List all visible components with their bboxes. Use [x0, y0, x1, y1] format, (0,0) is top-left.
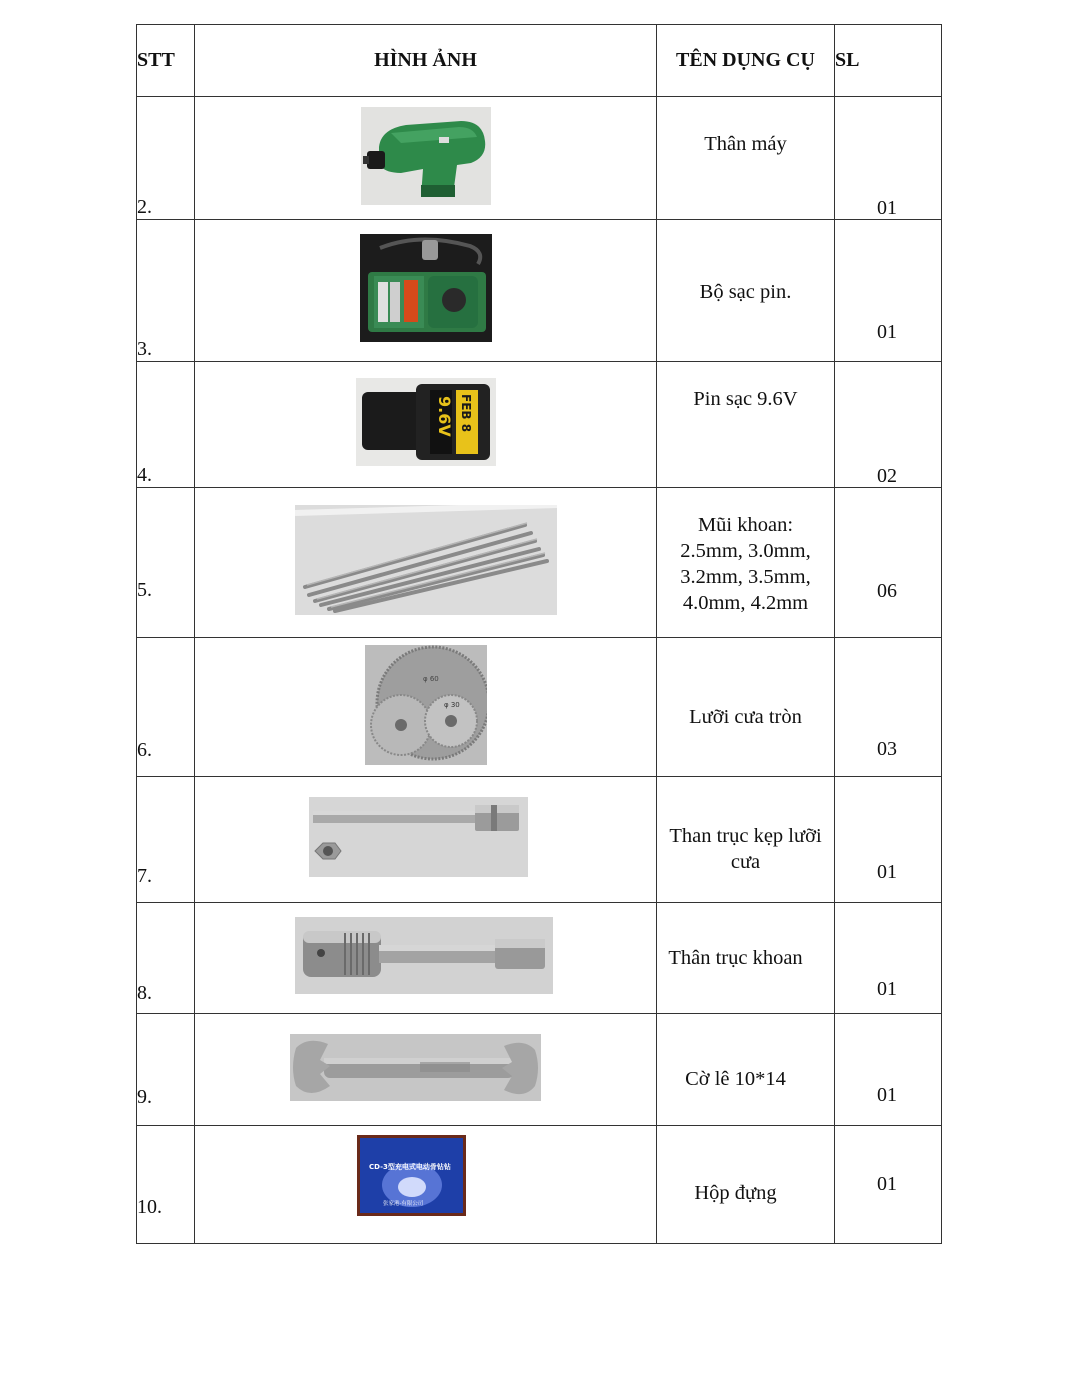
- table-row: [137, 220, 942, 362]
- header-qty: SL: [835, 25, 942, 97]
- tool-name-cell: [657, 777, 835, 903]
- tool-name: Bộ sạc pin.: [699, 281, 792, 303]
- circular-saw-blades-photo: [365, 645, 487, 765]
- tool-name-cell: [657, 488, 835, 638]
- saw-arbor-shaft-photo: [309, 797, 528, 877]
- header-name: TÊN DỤNG CỤ: [657, 25, 835, 97]
- image-cell: [195, 97, 657, 220]
- image-cell: [195, 1014, 657, 1126]
- qty-value: 06: [877, 580, 897, 602]
- wrench-photo: [290, 1034, 541, 1101]
- header-row: [137, 25, 942, 97]
- tool-name: Hộp đựng: [694, 1182, 777, 1204]
- table-row: [137, 777, 942, 903]
- qty-cell: [835, 488, 942, 638]
- header-image: HÌNH ẢNH: [195, 25, 657, 97]
- image-cell: [195, 903, 657, 1014]
- tools-table: [136, 24, 942, 1244]
- qty-value: 02: [877, 465, 897, 487]
- row-number: 6.: [137, 638, 195, 777]
- image-cell: [195, 220, 657, 362]
- tool-name: Thân trục khoan: [668, 947, 803, 969]
- blade-size-text: φ 60: [422, 674, 439, 683]
- row-number: 9.: [137, 1014, 195, 1126]
- tool-name: Thân máy: [704, 133, 787, 155]
- row-number: 3.: [137, 220, 195, 362]
- qty-cell: [835, 777, 942, 903]
- row-number: 8.: [137, 903, 195, 1014]
- row-number: 4.: [137, 362, 195, 488]
- table-row: [137, 638, 942, 777]
- qty-value: 03: [877, 738, 897, 760]
- qty-cell: [835, 220, 942, 362]
- blade-size-text: φ 30: [443, 700, 460, 709]
- image-cell: [195, 638, 657, 777]
- qty-cell: [835, 638, 942, 777]
- qty-value: 01: [877, 861, 897, 883]
- row-number: 7.: [137, 777, 195, 903]
- image-cell: [195, 488, 657, 638]
- table-row: [137, 1126, 942, 1244]
- table-row: [137, 362, 942, 488]
- tool-name-cell: [657, 362, 835, 488]
- row-number: 2.: [137, 97, 195, 220]
- case-title-text: CD-3型充电式电动骨钻钻: [369, 1163, 451, 1171]
- tool-name-line: Than trục kẹp lưỡi: [669, 825, 822, 847]
- tool-name-line: 4.0mm, 4.2mm: [682, 592, 809, 614]
- qty-cell: [835, 97, 942, 220]
- tool-name-cell: [657, 903, 835, 1014]
- drill-bits-photo: [295, 505, 557, 615]
- tool-name-line: 2.5mm, 3.0mm,: [680, 540, 811, 562]
- battery-label-text: FEB 8: [458, 394, 473, 433]
- tool-name-line: cưa: [730, 851, 761, 873]
- image-cell: [195, 1126, 657, 1244]
- drill-chuck-shaft-photo: [295, 917, 553, 994]
- row-number: 5.: [137, 488, 195, 638]
- battery-charger-photo: [360, 234, 492, 342]
- qty-value: 01: [877, 978, 897, 1000]
- qty-cell: [835, 1126, 942, 1244]
- tool-name-cell: [657, 638, 835, 777]
- tool-name: Lưỡi cưa tròn: [689, 706, 802, 728]
- battery-pack-photo: [356, 378, 496, 466]
- tool-name: Cờ lê 10*14: [685, 1068, 786, 1090]
- qty-value: 01: [877, 1084, 897, 1106]
- tool-name-line: 3.2mm, 3.5mm,: [680, 566, 811, 588]
- row-number: 10.: [137, 1126, 195, 1244]
- qty-value: 01: [877, 321, 897, 343]
- image-cell: [195, 777, 657, 903]
- tool-name-cell: [657, 1126, 835, 1244]
- tool-name-cell: [657, 220, 835, 362]
- qty-cell: [835, 903, 942, 1014]
- table-row: [137, 1014, 942, 1126]
- case-maker-text: 张家港·有限公司: [383, 1201, 424, 1207]
- tool-name-line: Mũi khoan:: [697, 514, 794, 536]
- tool-name: Pin sạc 9.6V: [693, 388, 798, 410]
- drill-body-photo: [361, 107, 491, 205]
- table-row: [137, 488, 942, 638]
- qty-cell: [835, 362, 942, 488]
- battery-voltage-text: 9.6V: [434, 396, 454, 437]
- table-row: [137, 903, 942, 1014]
- qty-value: 01: [877, 1173, 897, 1195]
- image-cell: [195, 362, 657, 488]
- tool-name-cell: [657, 97, 835, 220]
- tool-name-cell: [657, 1014, 835, 1126]
- header-stt: STT: [137, 25, 195, 97]
- qty-cell: [835, 1014, 942, 1126]
- qty-value: 01: [877, 197, 897, 219]
- table-row: [137, 97, 942, 220]
- storage-case-photo: [357, 1135, 466, 1216]
